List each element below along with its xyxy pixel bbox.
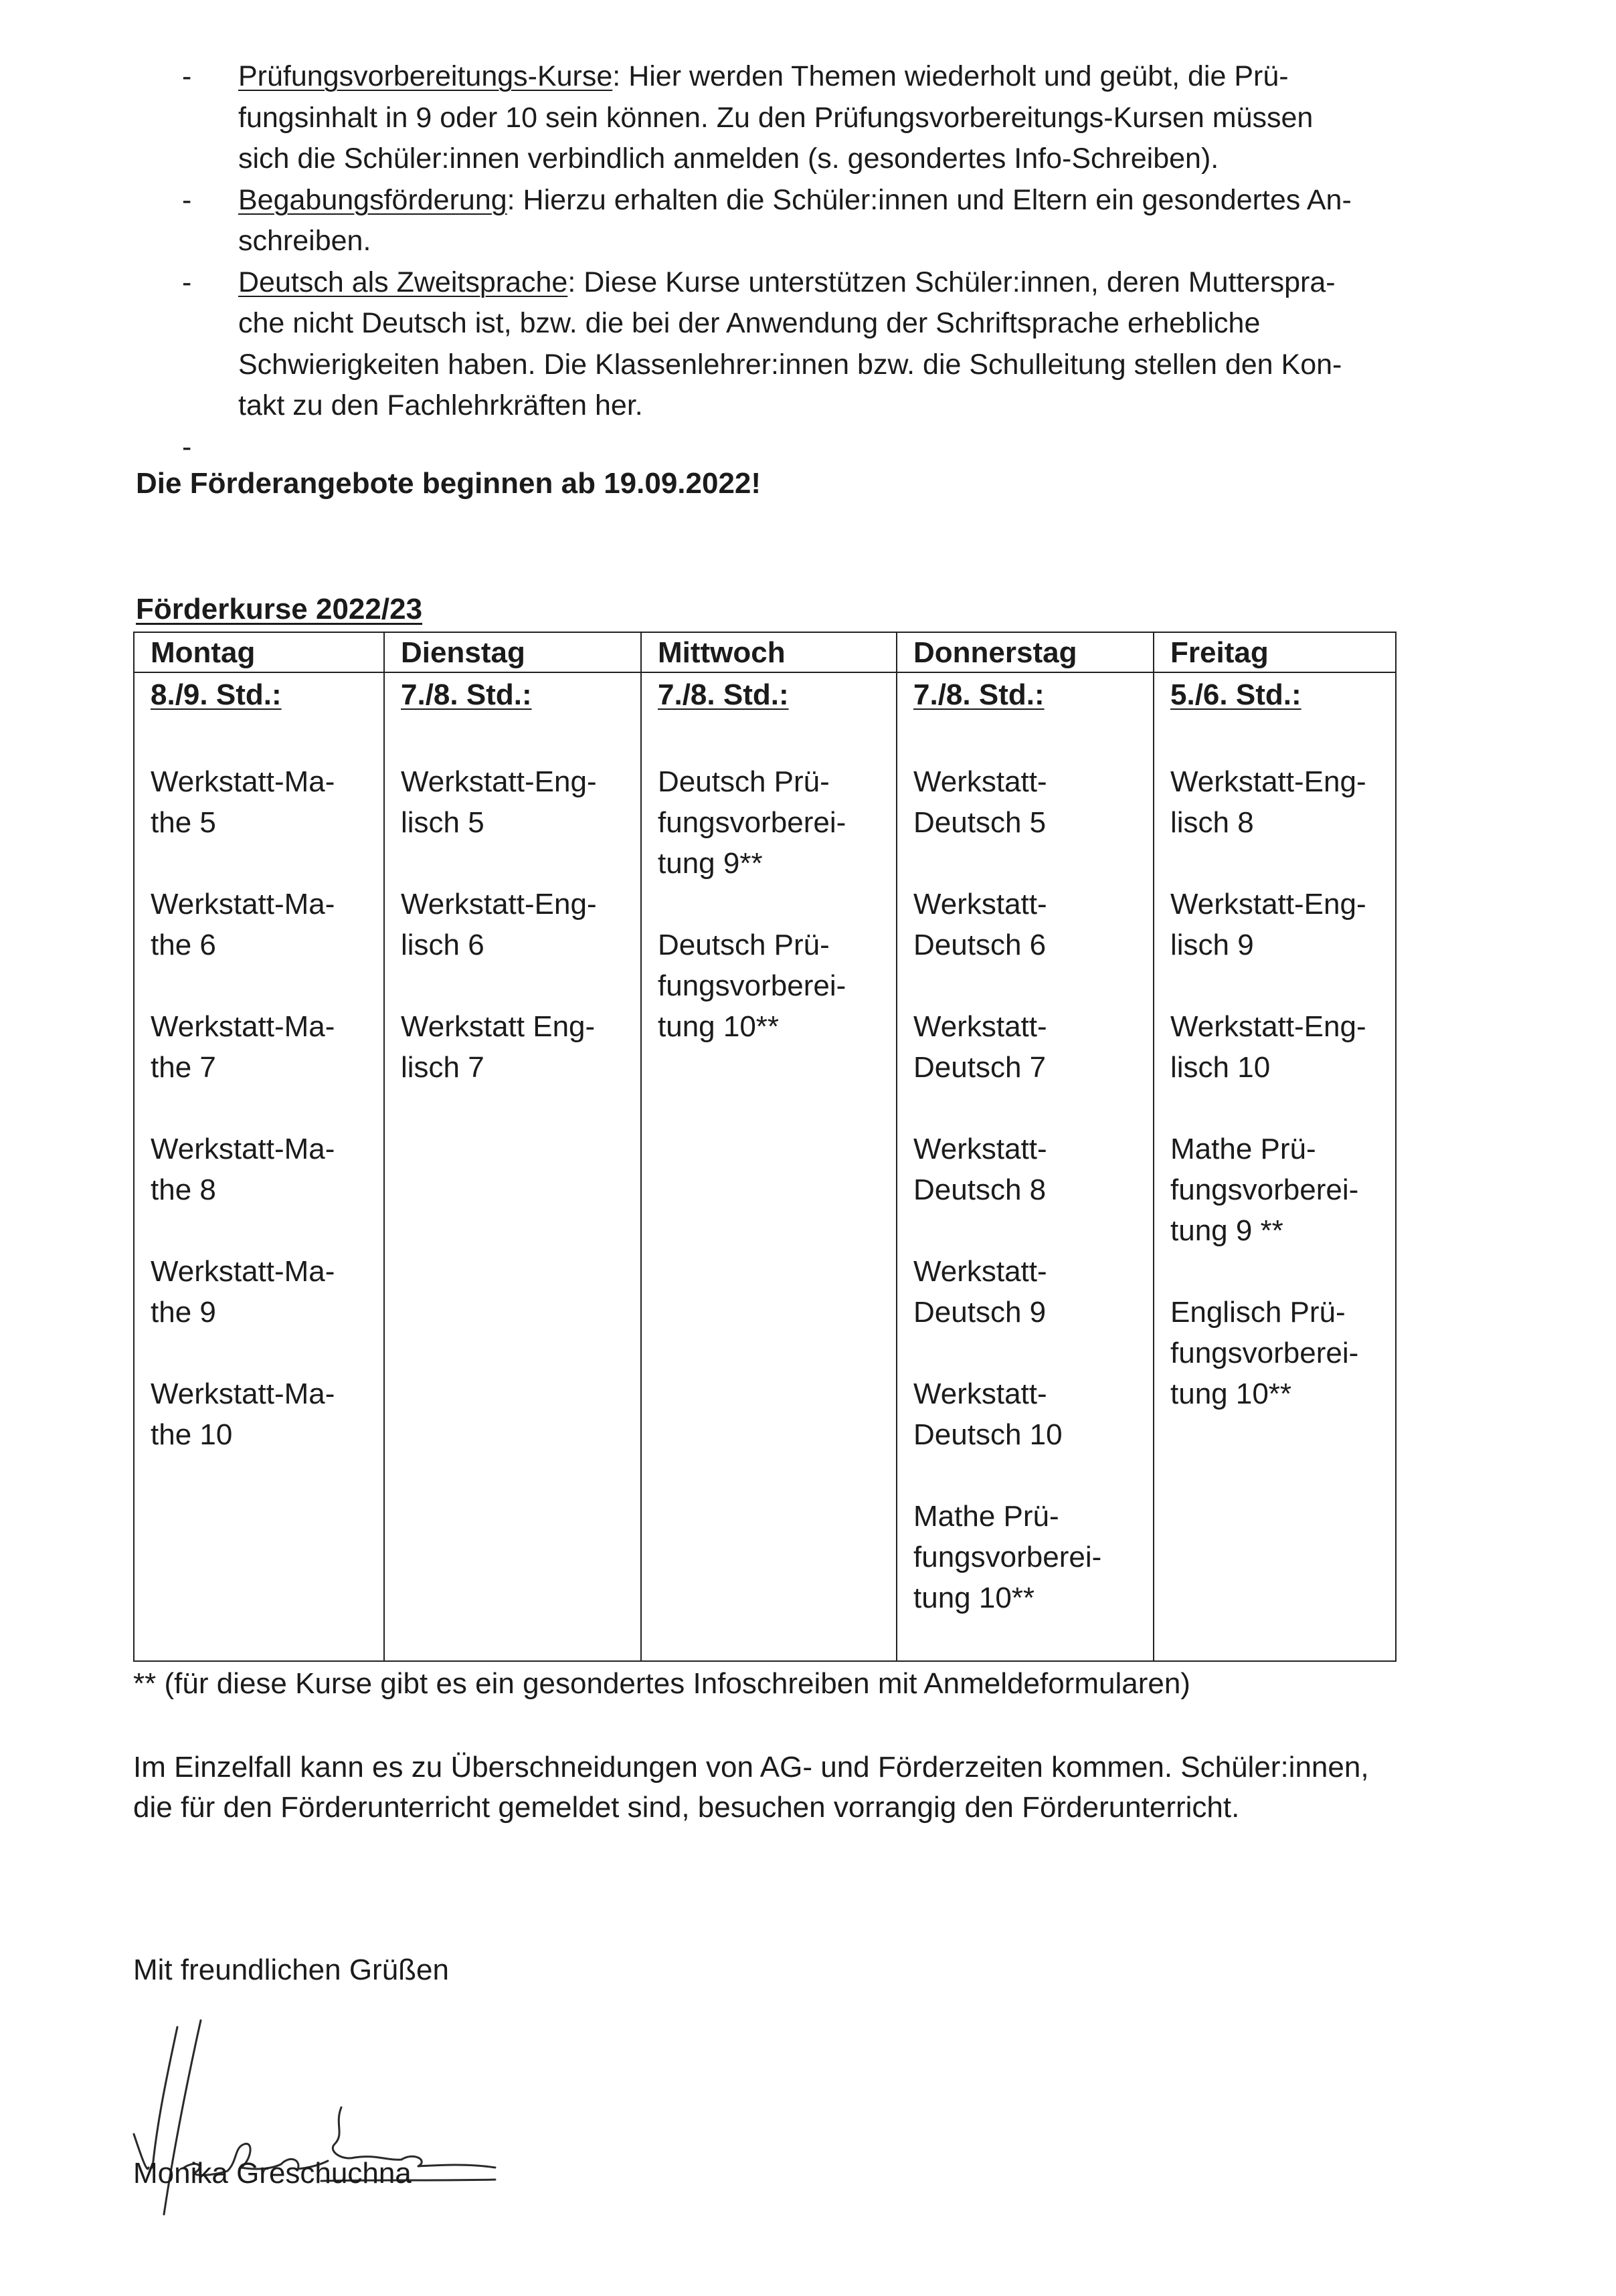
- course-line: Werkstatt-Eng-: [1170, 765, 1366, 798]
- course-entry: [151, 761, 370, 843]
- time-slot: 7./8. Std.:: [913, 678, 1045, 711]
- course-entry: [913, 1006, 1140, 1088]
- course-line: Deutsch Prü-: [658, 929, 830, 961]
- day-header-mittwoch: Mittwoch: [641, 632, 897, 672]
- course-line: tung 10**: [658, 1010, 780, 1043]
- course-line: the 8: [151, 1173, 216, 1206]
- course-entry: [913, 1373, 1140, 1455]
- table-body-row: [134, 672, 1396, 1661]
- bullet-empty: [182, 427, 1427, 468]
- course-line: Werkstatt-: [913, 1133, 1047, 1165]
- bullet-line: : Hierzu erhalten die Schüler:innen und Eltern ein gesondertes An-: [507, 183, 1352, 216]
- course-line: Werkstatt-Ma-: [151, 888, 335, 921]
- course-entry: [401, 884, 627, 965]
- course-table: [133, 632, 1397, 1662]
- course-line: Werkstatt-Ma-: [151, 1133, 335, 1165]
- course-line: fungsvorberei-: [658, 806, 846, 839]
- table-footnote: ** (für diese Kurse gibt es ein gesondertes Infoschreiben mit Anmeldeformularen): [133, 1667, 1190, 1700]
- course-line: lisch 5: [401, 806, 484, 839]
- course-line: fungsvorberei-: [1170, 1337, 1359, 1369]
- bullet-begabungsfoerderung: [182, 180, 1427, 262]
- course-line: tung 9 **: [1170, 1214, 1283, 1247]
- course-line: Mathe Prü-: [913, 1500, 1059, 1533]
- course-line: Werkstatt-Ma-: [151, 1255, 335, 1288]
- bullet-list: [182, 56, 1427, 468]
- course-line: lisch 8: [1170, 806, 1254, 839]
- bullet-line: takt zu den Fachlehrkräften her.: [238, 389, 643, 421]
- course-line: Werkstatt Eng-: [401, 1010, 596, 1043]
- course-line: Werkstatt-: [913, 1010, 1047, 1043]
- bullet-dash: -: [182, 60, 192, 92]
- course-line: Werkstatt-Eng-: [1170, 1010, 1366, 1043]
- closing-greeting: Mit freundlichen Grüßen: [133, 1953, 449, 1986]
- start-date-notice: Die Förderangebote beginnen ab 19.09.2022!: [136, 467, 761, 500]
- day-header-donnerstag: Donnerstag: [897, 632, 1154, 672]
- bullet-line: fungsinhalt in 9 oder 10 sein können. Zu den Prüfungsvorbereitungs-Kursen müssen: [238, 101, 1314, 134]
- course-entry: [913, 1129, 1140, 1210]
- bullet-dash: -: [182, 183, 192, 216]
- course-line: Deutsch 7: [913, 1051, 1047, 1084]
- bullet-pruefungsvorbereitung: [182, 56, 1427, 180]
- bullet-term: Deutsch als Zweitsprache: [238, 266, 568, 298]
- day-header-freitag: Freitag: [1154, 632, 1396, 672]
- course-line: the 7: [151, 1051, 216, 1084]
- course-entry: [151, 884, 370, 965]
- table-title: Förderkurse 2022/23: [136, 593, 423, 626]
- course-entry: [913, 1251, 1140, 1333]
- course-entry: [658, 925, 883, 1047]
- column-mittwoch: [641, 672, 897, 1661]
- column-montag: [134, 672, 384, 1661]
- course-line: Werkstatt-Ma-: [151, 765, 335, 798]
- course-line: Werkstatt-Ma-: [151, 1377, 335, 1410]
- column-freitag: [1154, 672, 1396, 1661]
- course-line: Werkstatt-Eng-: [401, 765, 597, 798]
- course-entry: [1170, 761, 1382, 843]
- course-line: Deutsch 10: [913, 1418, 1063, 1451]
- course-line: the 9: [151, 1296, 216, 1329]
- course-line: lisch 9: [1170, 929, 1254, 961]
- course-line: Werkstatt-: [913, 1377, 1047, 1410]
- bullet-line: schreiben.: [238, 225, 371, 257]
- course-line: Deutsch 6: [913, 929, 1047, 961]
- course-line: fungsvorberei-: [658, 969, 846, 1002]
- course-entry: [401, 761, 627, 843]
- course-entry: [913, 884, 1140, 965]
- course-line: Werkstatt-Eng-: [1170, 888, 1366, 921]
- column-dienstag: [384, 672, 641, 1661]
- course-line: lisch 7: [401, 1051, 484, 1084]
- course-line: Mathe Prü-: [1170, 1133, 1316, 1165]
- bullet-line: : Hier werden Themen wiederholt und geübt, die Prü-: [612, 60, 1289, 92]
- course-entry: [1170, 1129, 1382, 1251]
- course-entry: [658, 761, 883, 884]
- day-header-dienstag: Dienstag: [384, 632, 641, 672]
- bullet-line: Schwierigkeiten haben. Die Klassenlehrer:innen bzw. die Schulleitung stellen den Kon-: [238, 348, 1342, 381]
- course-line: fungsvorberei-: [1170, 1173, 1359, 1206]
- course-line: the 6: [151, 929, 216, 961]
- course-line: tung 10**: [913, 1582, 1035, 1614]
- time-slot: 5./6. Std.:: [1170, 678, 1301, 711]
- table-header-row: [134, 632, 1396, 672]
- course-line: Werkstatt-Ma-: [151, 1010, 335, 1043]
- course-entry: [1170, 1292, 1382, 1414]
- course-line: the 5: [151, 806, 216, 839]
- bullet-line: che nicht Deutsch ist, bzw. die bei der Anwendung der Schriftsprache erhebliche: [238, 307, 1261, 339]
- course-line: Werkstatt-: [913, 888, 1047, 921]
- course-line: tung 9**: [658, 847, 763, 880]
- course-line: Werkstatt-Eng-: [401, 888, 597, 921]
- course-line: the 10: [151, 1418, 233, 1451]
- course-line: Deutsch Prü-: [658, 765, 830, 798]
- course-entry: [1170, 884, 1382, 965]
- bullet-line: : Diese Kurse unterstützen Schüler:innen, deren Mutterspra-: [567, 266, 1336, 298]
- course-line: Englisch Prü-: [1170, 1296, 1346, 1329]
- course-line: Werkstatt-: [913, 765, 1047, 798]
- bullet-term: Prüfungsvorbereitungs-Kurse: [238, 60, 613, 92]
- paragraph-line: Im Einzelfall kann es zu Überschneidungen von AG- und Förderzeiten kommen. Schüler:innen,: [133, 1751, 1369, 1784]
- overlap-paragraph: [133, 1747, 1445, 1828]
- course-entry: [1170, 1006, 1382, 1088]
- course-entry: [151, 1251, 370, 1333]
- signer-name: Monika Greschuchna: [133, 2157, 412, 2190]
- paragraph-line: die für den Förderunterricht gemeldet sind, besuchen vorrangig den Förderunterricht.: [133, 1791, 1240, 1824]
- bullet-term: Begabungsförderung: [238, 183, 507, 216]
- course-line: Werkstatt-: [913, 1255, 1047, 1288]
- bullet-dash: -: [182, 266, 192, 298]
- column-donnerstag: [897, 672, 1154, 1661]
- bullet-dash: -: [182, 430, 192, 463]
- course-entry: [151, 1373, 370, 1455]
- day-header-montag: Montag: [134, 632, 384, 672]
- course-line: lisch 6: [401, 929, 484, 961]
- bullet-deutsch-zweitsprache: [182, 262, 1427, 427]
- course-line: Deutsch 8: [913, 1173, 1047, 1206]
- course-entry: [913, 761, 1140, 843]
- course-line: tung 10**: [1170, 1377, 1292, 1410]
- course-entry: [151, 1129, 370, 1210]
- course-entry: [151, 1006, 370, 1088]
- course-entry: [401, 1006, 627, 1088]
- course-line: Deutsch 9: [913, 1296, 1047, 1329]
- time-slot: 8./9. Std.:: [151, 678, 282, 711]
- course-line: Deutsch 5: [913, 806, 1047, 839]
- course-line: fungsvorberei-: [913, 1541, 1102, 1573]
- time-slot: 7./8. Std.:: [401, 678, 532, 711]
- course-entry: [913, 1496, 1140, 1618]
- course-line: lisch 10: [1170, 1051, 1271, 1084]
- bullet-line: sich die Schüler:innen verbindlich anmelden (s. gesondertes Info-Schreiben).: [238, 142, 1219, 175]
- time-slot: 7./8. Std.:: [658, 678, 789, 711]
